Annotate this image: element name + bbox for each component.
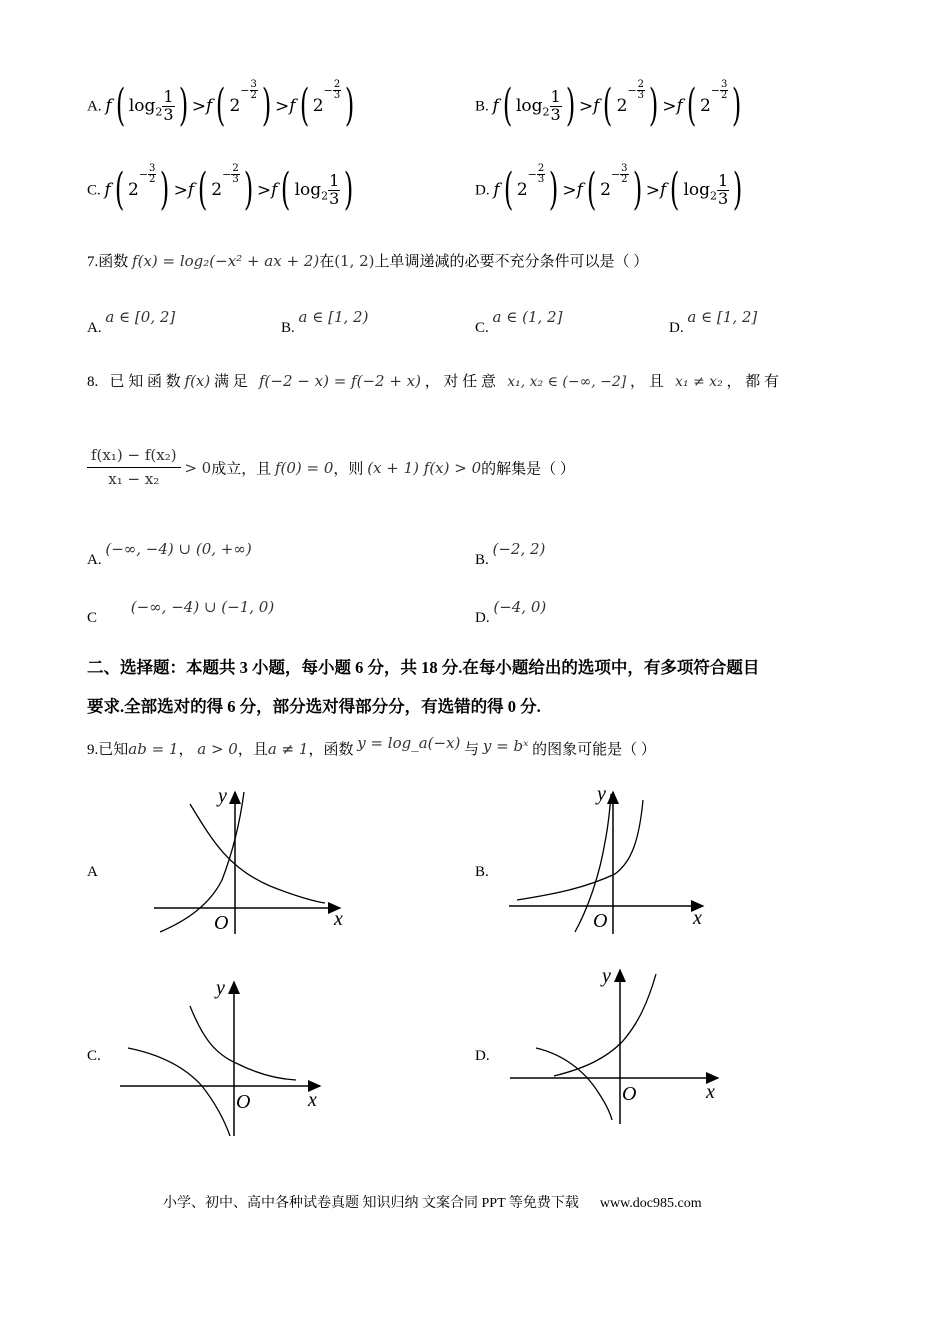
q8-stem-line1: [87, 370, 779, 391]
origin-label: O: [593, 910, 608, 932]
q6-option-c: C. f( $2^{- \frac{3}{2}}$ ) >f( $2^{- \frac{2}{3}}$ ) >f( $\log_2$ $\frac{1}{3}$ ): [87, 162, 354, 215]
q6-option-b: B. f( $\log_2$ $\frac{1}{3}$ ) >f( $2^{- \frac{2}{3}}$ ) >f( $2^{- \frac{3}{2}}$ ): [475, 78, 742, 131]
q8-text: ，则: [333, 461, 364, 478]
q7-lead: 函数: [98, 254, 129, 270]
q8-inequality: (x + 1) f(x) > 0: [367, 458, 482, 477]
q7-tail: 上单调递减的必要不充分条件可以是（ ）: [374, 254, 649, 270]
q9-option-b-label: B.: [475, 864, 489, 880]
curve-exponential: [554, 974, 656, 1076]
q8-stem-line2: [87, 448, 575, 508]
q9-cond-a-pos: a > 0: [197, 740, 238, 758]
y-label: y: [218, 785, 227, 807]
option-label: D.: [475, 610, 490, 626]
q8-text: 满 足: [213, 374, 248, 390]
q8-option-b: [475, 540, 546, 568]
option-label: D.: [475, 182, 490, 199]
option-label: C: [87, 610, 98, 626]
q8-text: ， 对 任 意: [424, 374, 496, 390]
y-label: y: [597, 783, 606, 805]
q8-option-c: [87, 598, 275, 626]
q7-function: f(x) = log₂(−x² + ax + 2): [132, 252, 320, 270]
question-number: 8.: [87, 374, 99, 390]
q8-option-a: [87, 540, 252, 568]
option-label: B.: [281, 320, 295, 336]
q9-graph-c: [118, 974, 338, 1142]
origin-label: O: [622, 1083, 637, 1105]
q8-text: 的解集是（ ）: [481, 461, 575, 478]
q9-cond-a-ne-1: a ≠ 1: [267, 740, 309, 758]
curve-log-reflected: [128, 1048, 230, 1136]
q8-text: 已 知 函 数: [109, 374, 181, 390]
curve-decreasing: [190, 804, 325, 903]
curve-decreasing: [190, 1006, 296, 1080]
option-label: B.: [475, 552, 489, 568]
q9-cond-ab: ab = 1: [128, 740, 179, 758]
q9-text: ，且: [237, 742, 268, 758]
q9-graph-b: [505, 782, 715, 942]
x-label: x: [706, 1081, 715, 1103]
q7-option-d: [669, 308, 758, 336]
q7-interval: (1, 2): [334, 252, 375, 270]
q8-zero: f(0) = 0: [274, 458, 334, 477]
q9-log-function: y = log_a(−x): [357, 734, 461, 752]
y-label: y: [216, 977, 225, 999]
q9-text: 已知: [98, 742, 129, 758]
q7-zai: 在: [319, 254, 335, 270]
option-label: D.: [669, 320, 684, 336]
q9-option-c-label: C.: [87, 1048, 101, 1064]
q9-graph-d: [506, 962, 726, 1130]
option-expr: (−∞, −4) ∪ (0, +∞): [105, 540, 252, 558]
option-label: A.: [87, 320, 102, 336]
origin-label: O: [214, 912, 229, 934]
section-2-heading-line1: 二、选择题：本题共 3 小题，每小题 6 分，共 18 分.在每小题给出的选项中，有多项符合题目: [87, 658, 760, 677]
q9-graph-a: [150, 782, 360, 942]
option-expr: (−2, 2): [492, 540, 546, 558]
q7-option-b: [281, 308, 369, 336]
q8-text: ， 且: [630, 374, 664, 390]
section-2-heading-line2: 要求.全部选对的得 6 分，部分选对得部分分，有选错的得 0 分.: [87, 697, 541, 716]
q8-difference-quotient: $\frac{\text{f(x₁) − f(x₂)}}{\text{x₁ − x₂}}$: [87, 448, 181, 488]
q7-stem: [87, 250, 648, 271]
x-label: x: [693, 907, 702, 929]
option-label: A.: [87, 552, 102, 568]
q8-distinct: x₁ ≠ x₂: [675, 374, 723, 390]
question-number: 7.: [87, 254, 99, 270]
q9-text: 与: [464, 742, 480, 758]
q8-domain: x₁, x₂ ∈ (−∞, −2]: [507, 374, 627, 390]
q6-option-a: A. f( $\log_2$ $\frac{1}{3}$ ) >f( $2^{- \frac{3}{2}}$ ) >f( $2^{- \frac{2}{3}}$ ): [87, 78, 355, 131]
footer: [163, 1192, 702, 1212]
q8-text: ， 都 有: [726, 374, 779, 390]
option-expr: (−∞, −4) ∪ (−1, 0): [130, 598, 275, 616]
footer-text: 小学、初中、高中各种试卷真题 知识归纳 文案合同 PPT 等免费下载: [163, 1196, 579, 1211]
option-expr: a ∈ [1, 2]: [687, 308, 758, 326]
option-label: B.: [475, 98, 489, 115]
x-label: x: [308, 1089, 317, 1111]
q8-option-d: [475, 598, 547, 626]
x-label: x: [334, 908, 343, 930]
q9-stem: 9.已知ab = 1， a > 0，且a ≠ 1，函数 y = log_a(−x) 与 y = bˣ 的图象可能是（ ）: [87, 734, 656, 758]
y-label: y: [602, 965, 611, 987]
option-expr: a ∈ [0, 2]: [105, 308, 176, 326]
origin-label: O: [236, 1091, 251, 1113]
footer-url[interactable]: www.doc985.com: [599, 1196, 702, 1211]
option-expr: a ∈ (1, 2]: [492, 308, 563, 326]
curve-exponential: [517, 800, 643, 900]
q9-exp-function: y = bˣ: [482, 737, 529, 755]
option-label: C.: [87, 182, 101, 199]
option-expr: a ∈ [1, 2): [298, 308, 369, 326]
q6-option-d: D. f( $2^{- \frac{2}{3}}$ ) >f( $2^{- \frac{3}{2}}$ ) >f( $\log_2$ $\frac{1}{3}$ ): [475, 162, 743, 215]
question-number: 9.: [87, 742, 99, 758]
curve-increasing: [160, 792, 244, 932]
q8-text: 成立，且: [211, 461, 272, 478]
q8-frac-rel: > 0: [184, 458, 212, 477]
q9-option-d-label: D.: [475, 1048, 490, 1064]
q8-symmetry: f(−2 − x) = f(−2 + x): [259, 372, 421, 390]
q7-option-c: [475, 308, 563, 336]
q9-option-a-label: A: [87, 864, 98, 880]
option-label: C.: [475, 320, 489, 336]
q7-option-a: [87, 308, 176, 336]
option-label: A.: [87, 98, 102, 115]
q8-fx: f(x): [184, 372, 211, 390]
q9-text: 的图象可能是（ ）: [532, 742, 656, 758]
option-expr: (−4, 0): [493, 598, 547, 616]
q9-text: ，函数: [308, 742, 354, 758]
